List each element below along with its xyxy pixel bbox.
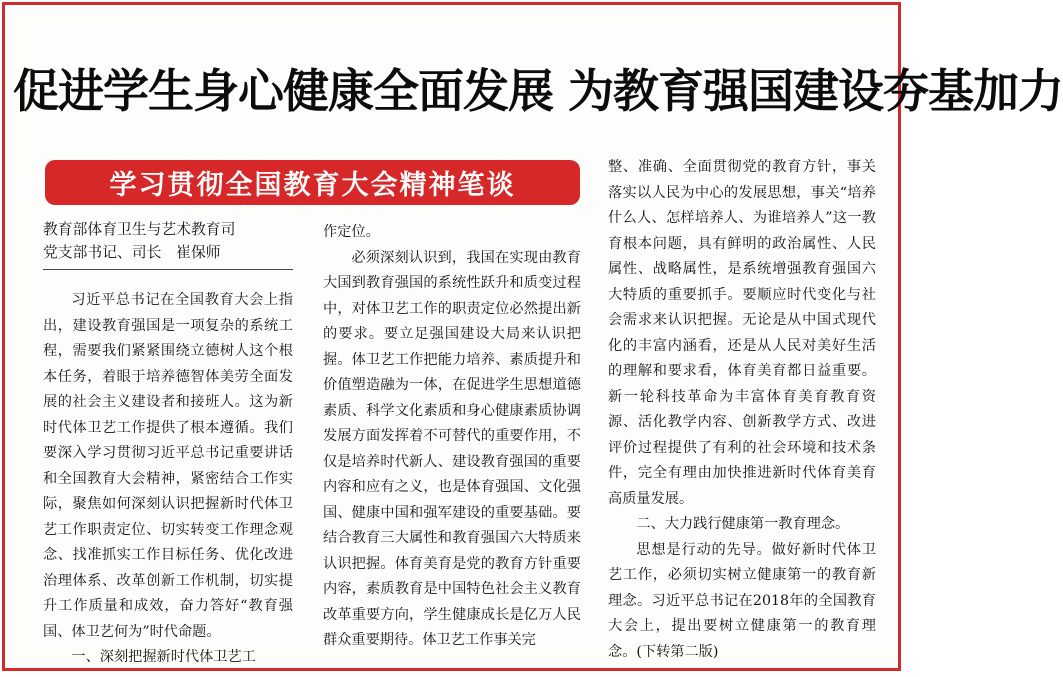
article-column-2 (323, 220, 581, 654)
article-column-3 (608, 155, 876, 665)
paragraph: 思想是行动的先导。做好新时代体卫艺工作，必须切实树立健康第一的教育新理念。习近平总书记在2018年的全国教育大会上，提出要树立健康第一的教育理念。(下转第二版) (608, 541, 876, 660)
byline-affiliation: 教育部体育卫生与艺术教育司 (43, 221, 236, 238)
paragraph: 必须深刻认识到，我国在实现由教育大国到教育强国的系统性跃升和质变过程中，对体卫艺工作的职责定位必然提出新的要求。要立足强国建设大局来认识把握。体卫艺工作把能力培养、素质提升和价值塑造融为一体，在促进学生思想道德素质、科学文化素质和身心健康素质协调发展方面发挥着不可替代的重要作用，不仅是培养时代新人、建设教育强国的重要内容和应有之义，也是体育强国、文化强国、健康中国和强军建设的重要基础。要结合教育三大属性和教育强国六大特质来认识把握。体育美育是党的教育方针重要内容，素质教育是中国特色社会主义教育改革重要方向，学生健康成长是亿万人民群众重要期待。体卫艺工作事关完 (323, 249, 581, 648)
article-column-1 (43, 288, 293, 671)
byline-divider (43, 269, 293, 270)
paragraph: 一、深刻把握新时代体卫艺工 (71, 649, 256, 665)
paragraph: 习近平总书记在全国教育大会上指出，建设教育强国是一项复杂的系统工程，需要我们紧紧围绕立德树人这个根本任务，着眼于培养德智体美劳全面发展的社会主义建设者和接班人。这为新时代体卫艺工作提供了根本遵循。我们要深入学习贯彻习近平总书记重要讲话和全国教育大会精神，紧密结合工作实际，聚焦如何深刻认识把握新时代体卫艺工作职责定位、切实转变工作理念观念、找准抓实工作目标任务、优化改进治理体系、改革创新工作机制，切实提升工作质量和成效，奋力答好“教育强国、体卫艺何为”时代命题。 (43, 292, 293, 640)
byline-author: 党支部书记、司长 崔保师 (43, 244, 221, 261)
paragraph: 作定位。 (323, 224, 380, 240)
paragraph: 整、准确、全面贯彻党的教育方针，事关落实以人民为中心的发展思想，事关“培养什么人、怎样培养人、为谁培养人”这一教育根本问题，具有鲜明的政治属性、人民属性、战略属性，是系统增强教育强国六大特质的重要抓手。要顺应时代变化与社会需求来认识把握。无论是从中国式现代化的丰富内涵看，还是从人民对美好生活的理解和要求看，体育美育都日益重要。新一轮科技革命为丰富体育美育教育资源、活化教学内容、创新教学方式、改进评价过程提供了有利的社会环境和技术条件，完全有理由加快推进新时代体育美育高质量发展。 (608, 159, 876, 507)
page-frame (2, 2, 1063, 671)
byline (43, 218, 293, 264)
headline: 促进学生身心健康全面发展 为教育强国建设夯基加力 (13, 64, 1063, 118)
section-heading: 二、大力践行健康第一教育理念。 (636, 516, 850, 532)
section-banner: 学习贯彻全国教育大会精神笔谈 (45, 160, 580, 205)
